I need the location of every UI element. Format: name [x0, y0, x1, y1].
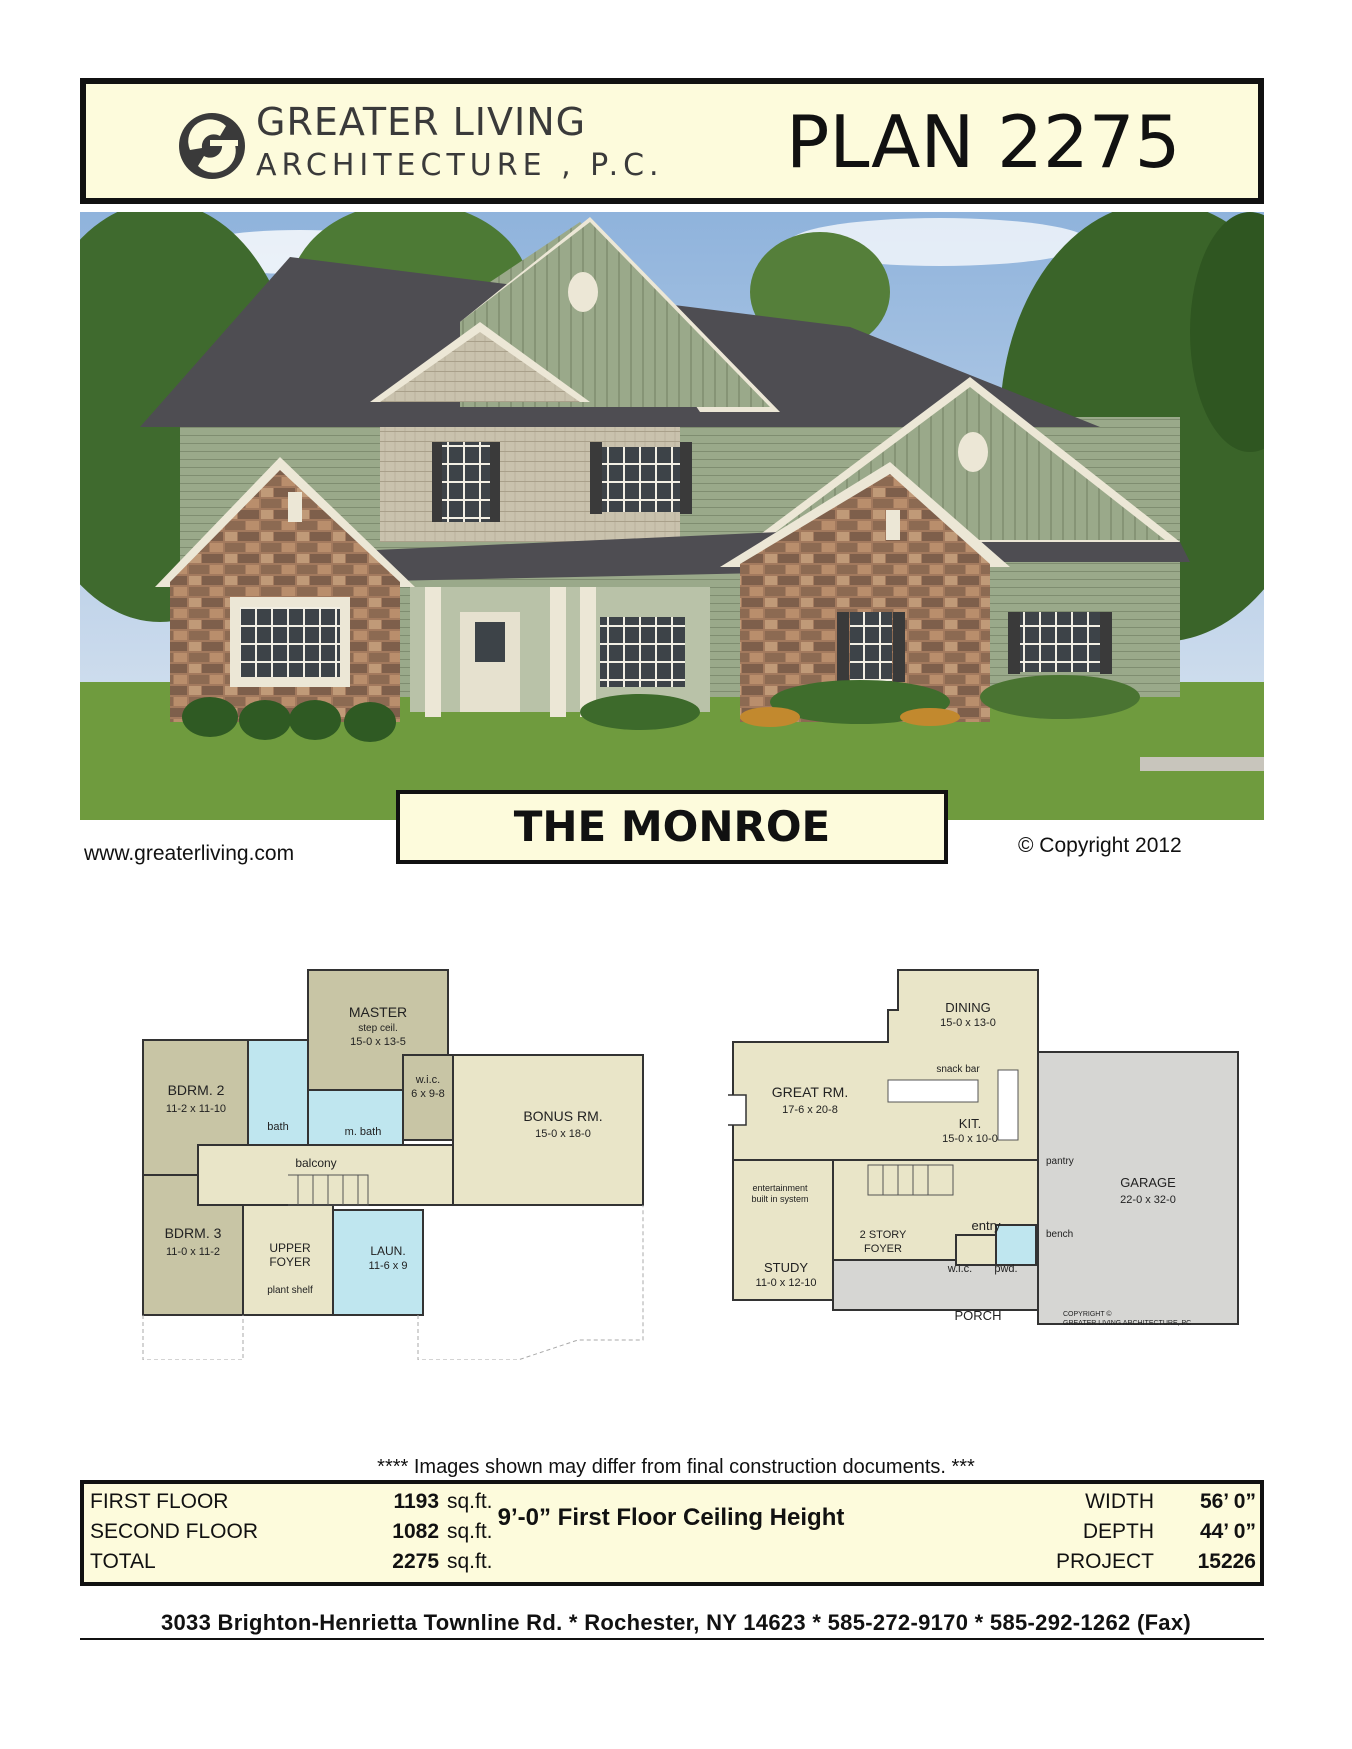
- project-value: 15226: [1197, 1550, 1256, 1573]
- master-size: 15-0 x 13-5: [350, 1036, 406, 1048]
- plan-copyright-line1: COPYRIGHT ©: [1063, 1311, 1112, 1318]
- project-label: PROJECT: [1055, 1550, 1154, 1573]
- laundry-label: LAUN.: [370, 1244, 406, 1258]
- study-label: STUDY: [763, 1260, 809, 1275]
- total-label: TOTAL: [90, 1550, 156, 1573]
- kitchen-label: KIT.: [958, 1116, 982, 1131]
- kitchen-size: 15-0 x 10-0: [942, 1133, 998, 1145]
- porch-label: PORCH: [954, 1308, 1002, 1323]
- dining-size: 15-0 x 13-0: [940, 1017, 996, 1029]
- bdrm2-label: BDRM. 2: [167, 1082, 225, 1098]
- house-rendering-image: [80, 212, 1264, 820]
- master-bath-label: m. bath: [344, 1126, 382, 1138]
- logo-text-line1: GREATER LIVING: [256, 100, 587, 144]
- total-value: 2275: [392, 1550, 439, 1573]
- wic-size: 6 x 9-8: [411, 1088, 445, 1100]
- company-address: 3033 Brighton-Henrietta Townline Rd. * Rochester, NY 14623 * 585-272-9170 * 585-292-1262 (Fax): [160, 1610, 1192, 1635]
- garage-size: 22-0 x 32-0: [1120, 1194, 1176, 1206]
- snack-bar-label: snack bar: [936, 1064, 980, 1075]
- plant-shelf-label: plant shelf: [267, 1285, 313, 1296]
- copyright-text: © Copyright 2012: [1018, 834, 1182, 857]
- bottom-divider: [80, 1638, 1264, 1640]
- depth-value: 44’ 0”: [1199, 1520, 1256, 1543]
- specs-table: [80, 1480, 1264, 1586]
- bdrm3-label: BDRM. 3: [164, 1225, 222, 1241]
- greater-living-logo-icon: [176, 110, 248, 182]
- great-room-size: 17-6 x 20-8: [782, 1104, 838, 1116]
- second-floor-unit: sq.ft.: [447, 1520, 493, 1543]
- laundry-size: 11-6 x 9: [368, 1260, 408, 1272]
- header-banner: [80, 78, 1264, 204]
- entertainment-label: entertainment: [752, 1183, 808, 1193]
- bdrm3-size: 11-0 x 11-2: [165, 1246, 221, 1258]
- first-floor-unit: sq.ft.: [447, 1490, 493, 1513]
- website-link[interactable]: www.greaterliving.com: [84, 842, 295, 865]
- second-floor-plan: [138, 960, 648, 1360]
- bath-label: bath: [267, 1121, 289, 1133]
- first-floor-value: 1193: [393, 1490, 439, 1513]
- bench-label: bench: [1046, 1229, 1074, 1240]
- disclaimer-text: **** Images shown may differ from final construction documents. ***: [377, 1456, 975, 1478]
- great-room-label: GREAT RM.: [771, 1084, 849, 1100]
- wic-label: w.i.c.: [415, 1074, 441, 1086]
- logo-text-line2: ARCHITECTURE , P.C.: [256, 148, 664, 183]
- first-floor-plan: [728, 960, 1248, 1360]
- balcony-label: balcony: [295, 1156, 337, 1170]
- first-floor-label: FIRST FLOOR: [90, 1490, 229, 1513]
- dining-label: DINING: [945, 1000, 991, 1015]
- plan-name-banner: THE MONROE: [396, 790, 948, 864]
- powder-label: pwd.: [994, 1263, 1018, 1275]
- pantry-label: pantry: [1046, 1156, 1074, 1167]
- garage-label: GARAGE: [1120, 1175, 1176, 1190]
- study-size: 11-0 x 12-10: [755, 1277, 817, 1289]
- wic-first-label: w.i.c.: [947, 1263, 973, 1275]
- ceiling-height-text: 9’-0” First Floor Ceiling Height: [497, 1504, 845, 1531]
- master-label: MASTER: [348, 1004, 408, 1020]
- entertainment-label2: built in system: [751, 1194, 809, 1204]
- upper-foyer-label2: FOYER: [269, 1255, 311, 1269]
- second-floor-label: SECOND FLOOR: [90, 1520, 259, 1543]
- width-value: 56’ 0”: [1199, 1490, 1256, 1513]
- plan-title: PLAN 2275: [786, 100, 1181, 184]
- bonus-room-label: BONUS RM.: [523, 1108, 603, 1124]
- entry-label: entry: [971, 1218, 1001, 1233]
- two-story-foyer-label: 2 STORY: [859, 1229, 907, 1241]
- plan-copyright-line2: GREATER LIVING ARCHITECTURE, PC: [1063, 1320, 1192, 1327]
- total-unit: sq.ft.: [447, 1550, 493, 1573]
- bdrm2-size: 11-2 x 11-10: [165, 1103, 227, 1115]
- width-label: WIDTH: [1085, 1490, 1154, 1513]
- bonus-room-size: 15-0 x 18-0: [535, 1128, 591, 1140]
- depth-label: DEPTH: [1082, 1520, 1154, 1543]
- upper-foyer-label: UPPER: [269, 1241, 311, 1255]
- master-note: step ceil.: [358, 1023, 398, 1034]
- second-floor-value: 1082: [392, 1520, 439, 1543]
- two-story-foyer-label2: FOYER: [864, 1243, 902, 1255]
